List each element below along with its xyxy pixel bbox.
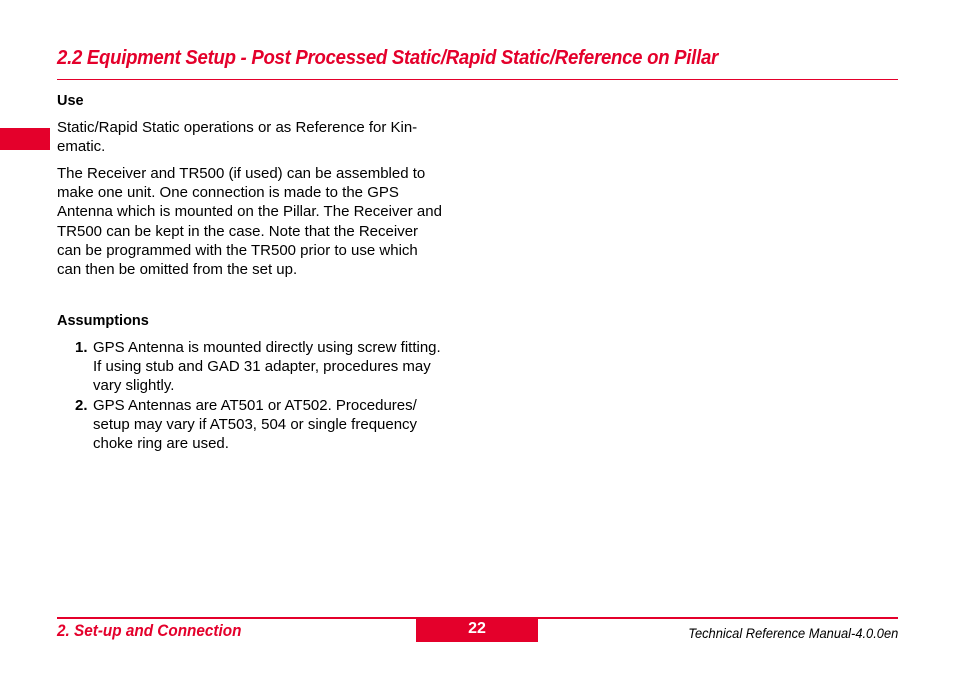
list-item [57, 396, 472, 454]
text-line: vary slightly. [93, 377, 175, 395]
text-line: ematic. [57, 138, 106, 156]
text-line: The Receiver and TR500 (if used) can be assembled to [57, 165, 426, 182]
text-line: make one unit. One connection is made to the GPS [57, 184, 399, 202]
text-line: If using stub and GAD 31 adapter, procedures may [93, 358, 431, 376]
list-item-number: 2. [75, 396, 88, 414]
use-label: Use [57, 93, 84, 109]
page-number: 22 [416, 618, 538, 642]
text-line: choke ring are used. [93, 435, 229, 453]
text-line: can be programmed with the TR500 prior to use which [57, 241, 418, 259]
text-line: Antenna which is mounted on the Pillar. The Receiver and [57, 203, 442, 221]
section-heading: 2.2 Equipment Setup - Post Processed Static/Rapid Static/Reference on Pillar [57, 47, 718, 69]
use-paragraph-1 [57, 118, 472, 156]
chapter-tab-marker [0, 128, 50, 150]
list-item [57, 338, 472, 396]
assumptions-list [57, 338, 472, 453]
text-line: Static/Rapid Static operations or as Reference for Kin- [57, 119, 418, 136]
list-item-number: 1. [75, 339, 88, 356]
text-line: can then be omitted from the set up. [57, 261, 298, 279]
text-line: setup may vary if AT503, 504 or single frequency [93, 415, 418, 433]
use-paragraph-2 [57, 164, 472, 279]
text-line: TR500 can be kept in the case. Note that the Receiver [57, 222, 419, 240]
assumptions-label: Assumptions [57, 313, 149, 329]
text-line: GPS Antennas are AT501 or AT502. Procedures/ [93, 396, 417, 414]
text-line: GPS Antenna is mounted directly using screw fitting. [93, 339, 441, 356]
heading-divider [57, 79, 898, 80]
footer-chapter-title: 2. Set-up and Connection [57, 621, 242, 640]
footer-manual-title: Technical Reference Manual-4.0.0en [687, 625, 898, 641]
